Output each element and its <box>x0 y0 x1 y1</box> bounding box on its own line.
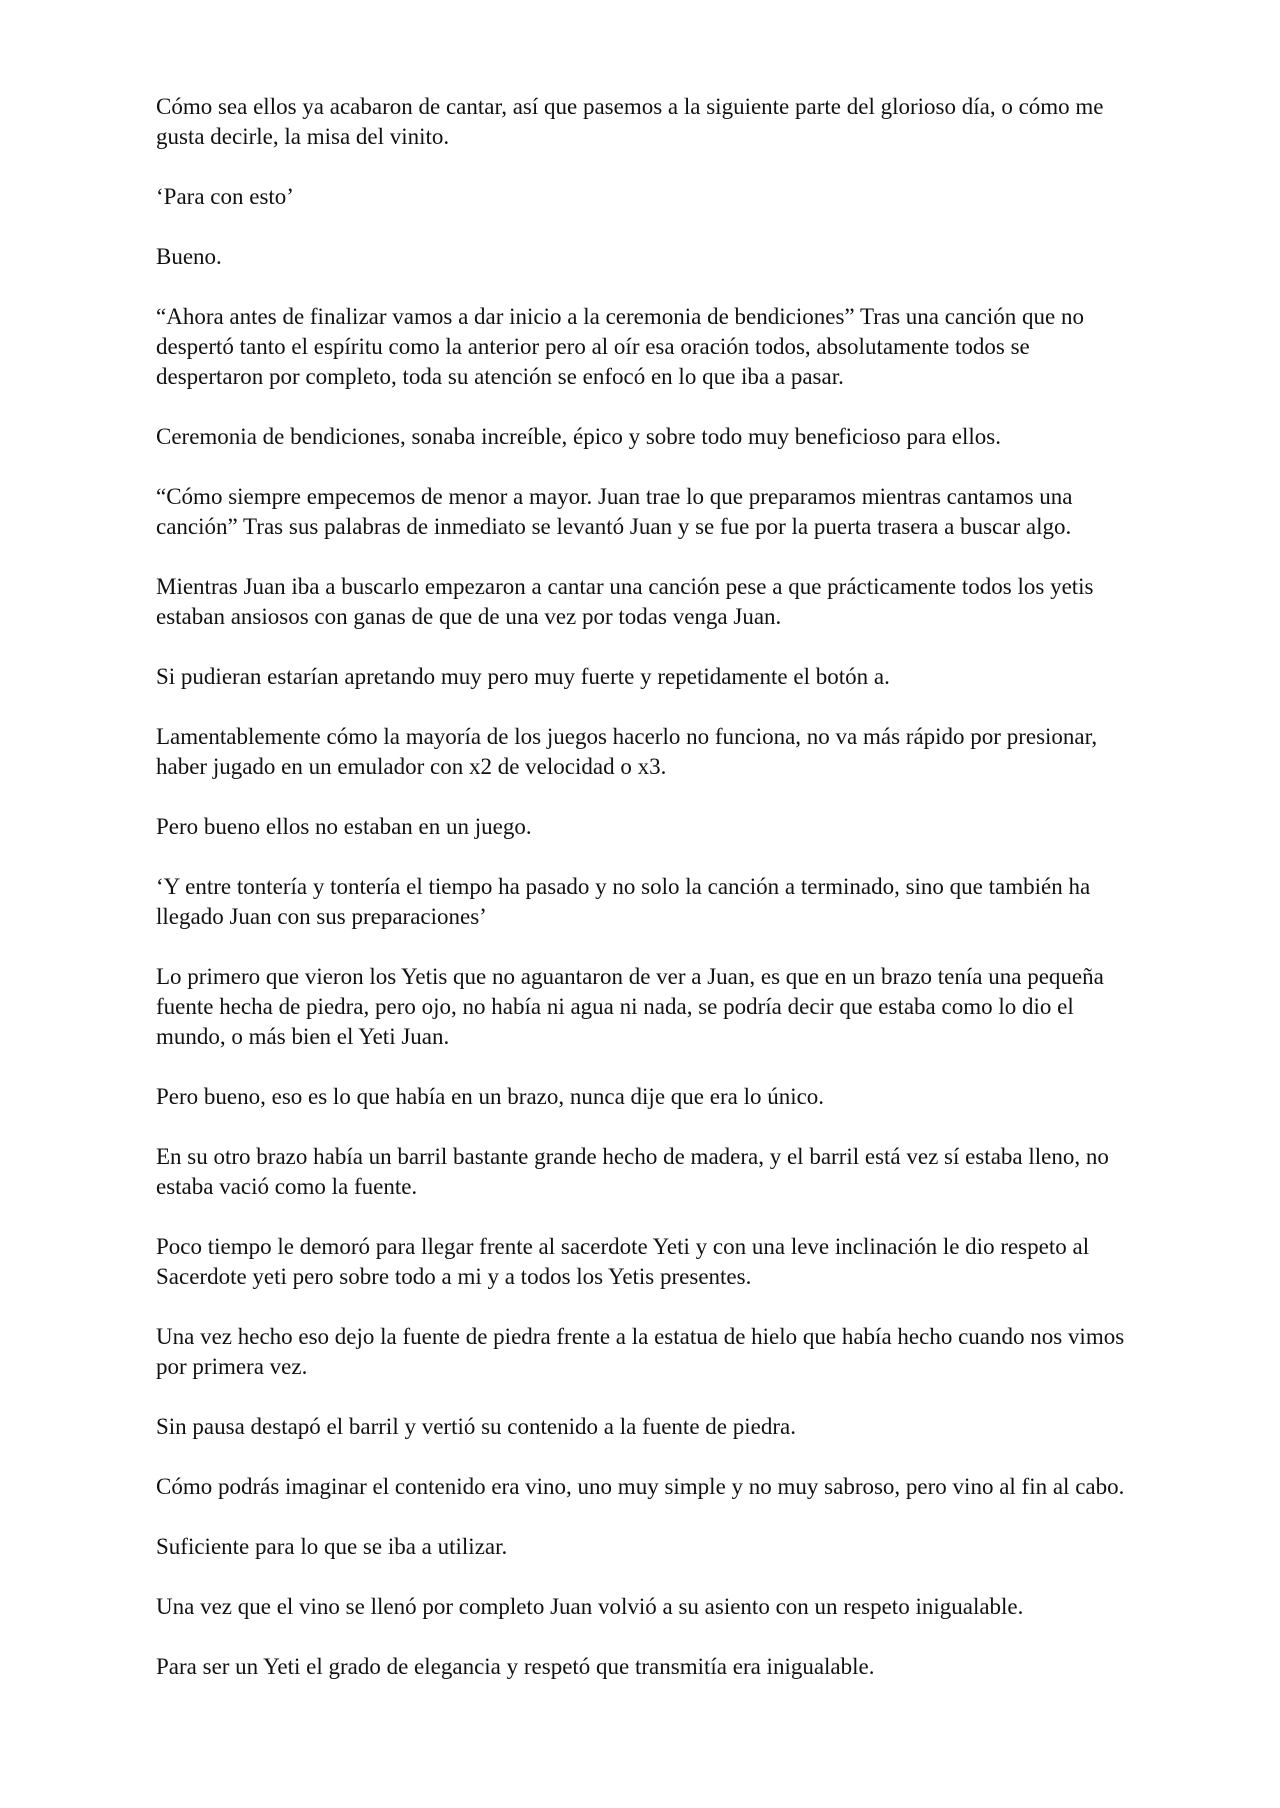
paragraph: Lo primero que vieron los Yetis que no aguantaron de ver a Juan, es que en un brazo tenía una pequeña fuente hecha de piedra, pero ojo, no había ni agua ni nada, se podría decir que estaba como lo dio el mundo, o más bien el Yeti Juan. <box>156 964 1104 1049</box>
paragraph: Una vez que el vino se llenó por completo Juan volvió a su asiento con un respeto inigualable. <box>156 1594 1024 1619</box>
paragraph: Cómo podrás imaginar el contenido era vino, uno muy simple y no muy sabroso, pero vino al fin al cabo. <box>156 1474 1125 1499</box>
paragraph: Ceremonia de bendiciones, sonaba increíble, épico y sobre todo muy beneficioso para ellos. <box>156 424 1001 449</box>
paragraph: ‘Y entre tontería y tontería el tiempo ha pasado y no solo la canción a terminado, sino que también ha llegado Juan con sus preparaciones’ <box>156 874 1091 929</box>
paragraph: Una vez hecho eso dejo la fuente de piedra frente a la estatua de hielo que había hecho cuando nos vimos por primera vez. <box>156 1324 1125 1379</box>
paragraph: Pero bueno ellos no estaban en un juego. <box>156 814 532 839</box>
paragraph: Si pudieran estarían apretando muy pero muy fuerte y repetidamente el botón a. <box>156 664 890 689</box>
paragraph: Lamentablemente cómo la mayoría de los juegos hacerlo no funciona, no va más rápido por presionar, haber jugado en un emulador con x2 de velocidad o x3. <box>156 724 1098 779</box>
document-body <box>156 92 1136 1712</box>
paragraph: “Ahora antes de finalizar vamos a dar inicio a la ceremonia de bendiciones” Tras una canción que no despertó tanto el espíritu como la anterior pero al oír esa oración todos, absolutamente todos se despertaron por completo, toda su atención se enfocó en lo que iba a pasar. <box>156 304 1084 389</box>
paragraph: Sin pausa destapó el barril y vertió su contenido a la fuente de piedra. <box>156 1414 796 1439</box>
paragraph: ‘Para con esto’ <box>156 184 294 209</box>
paragraph: Cómo sea ellos ya acabaron de cantar, así que pasemos a la siguiente parte del glorioso día, o cómo me gusta decirle, la misa del vinito. <box>156 94 1104 149</box>
paragraph: Pero bueno, eso es lo que había en un brazo, nunca dije que era lo único. <box>156 1084 825 1109</box>
paragraph: Para ser un Yeti el grado de elegancia y respetó que transmitía era inigualable. <box>156 1654 875 1679</box>
paragraph: En su otro brazo había un barril bastante grande hecho de madera, y el barril está vez sí estaba lleno, no estaba vació como la fuente. <box>156 1144 1109 1199</box>
paragraph: Bueno. <box>156 244 222 269</box>
paragraph: “Cómo siempre empecemos de menor a mayor. Juan trae lo que preparamos mientras cantamos una canción” Tras sus palabras de inmediato se levantó Juan y se fue por la puerta trasera a buscar algo. <box>156 484 1073 539</box>
paragraph: Poco tiempo le demoró para llegar frente al sacerdote Yeti y con una leve inclinación le dio respeto al Sacerdote yeti pero sobre todo a mi y a todos los Yetis presentes. <box>156 1234 1090 1289</box>
paragraph: Suficiente para lo que se iba a utilizar. <box>156 1534 508 1559</box>
paragraph: Mientras Juan iba a buscarlo empezaron a cantar una canción pese a que prácticamente todos los yetis estaban ansiosos con ganas de que de una vez por todas venga Juan. <box>156 574 1094 629</box>
